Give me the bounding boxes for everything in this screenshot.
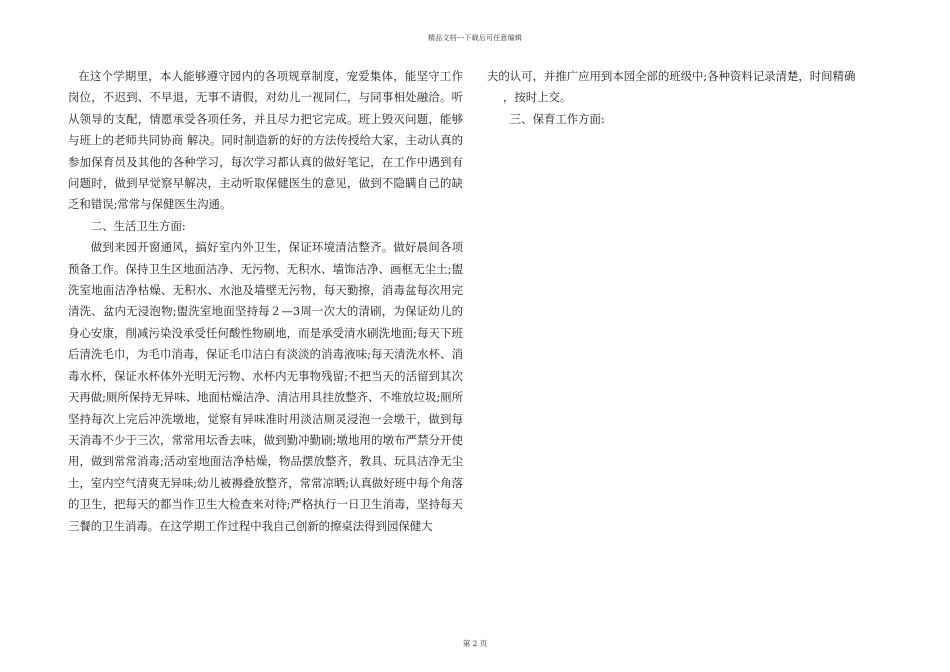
page-number: 第 2 页 xyxy=(462,639,488,648)
continued-paragraph-end: ，按时上交。 xyxy=(502,90,572,105)
continued-paragraph-line: 夫的认可，并推广应用到本园全部的班级中;各种资料记录清楚，时间精确 xyxy=(487,69,856,83)
right-column xyxy=(487,66,887,130)
section-heading-hygiene: 二、生活卫生方面: xyxy=(90,218,186,233)
section-heading-care: 三、保育工作方面: xyxy=(509,111,605,126)
page-header: 精品文档---下载后可任意编辑 xyxy=(427,34,523,42)
left-column xyxy=(68,66,463,537)
hygiene-paragraph: 做到来园开窗通风，搞好室内外卫生，保证环境清洁整齐。做好晨间各项预备工作。保持卫生区地面洁净、无污物、无积水、墙饰洁净、画框无尘土;盥洗室地面洁净枯燥、无积水、水池及墙壁无污物，每天勤擦，消毒盆每次用完清洗、盆内无浸泡物;盥洗室地面坚持每２—3周一次大的清刷，为保证幼儿的身心安康，削减污染没承受任何酸性物刷地，而是承受清水刷洗地面;每天下班后清洗毛巾，为毛巾消毒，保证毛巾洁白有淡淡的消毒液味;每天清洗水杯、消毒水杯，保证水杯体外光明无污物、水杯内无事物残留;不把当天的活留到其次天再做;厕所保持无异味、地面枯燥洁净、清洁用具挂放整齐、不堆放垃圾;厕所坚持每次上完后冲洗墩地，觉察有异味准时用淡洁厕灵浸泡一会墩干，做到每天消毒不少于三次，常常用坛香去味，做到勤冲勤刷;墩地用的墩布严禁分开使用，做到常常消毒;活动室地面洁净枯燥，物品摆放整齐，教具、玩具洁净无尘土，室内空气清爽无异味;幼儿被褥叠放整齐，常常凉晒;认真做好班中每个角落的卫生，把每天的都当作卫生大检查来对待;严格执行一日卫生消毒，坚持每天三餐的卫生消毒。在这学期工作过程中我自己创新的擦桌法得到园保健大 xyxy=(68,240,463,533)
intro-paragraph: 在这个学期里，本人能够遵守园内的各项规章制度，宠爱集体，能坚守工作岗位，不迟到、不早退，无事不请假，对幼儿一视同仁，与同事相处融洽。听从领导的支配，情愿承受各项任务，并且尽力把它完成。班上毁灭问题，能够与班上的老师共同协商 解决。同时制造新的好的方法传授给大家，主动认真的参加保育员及其他的各种学习，每次学习都认真的做好笔记，在工作中遇到有问题时，做到早觉察早解决，主动听取保健医生的意见，做到不隐瞒自己的缺乏和错误;常常与保健医生沟通。 xyxy=(68,69,463,212)
